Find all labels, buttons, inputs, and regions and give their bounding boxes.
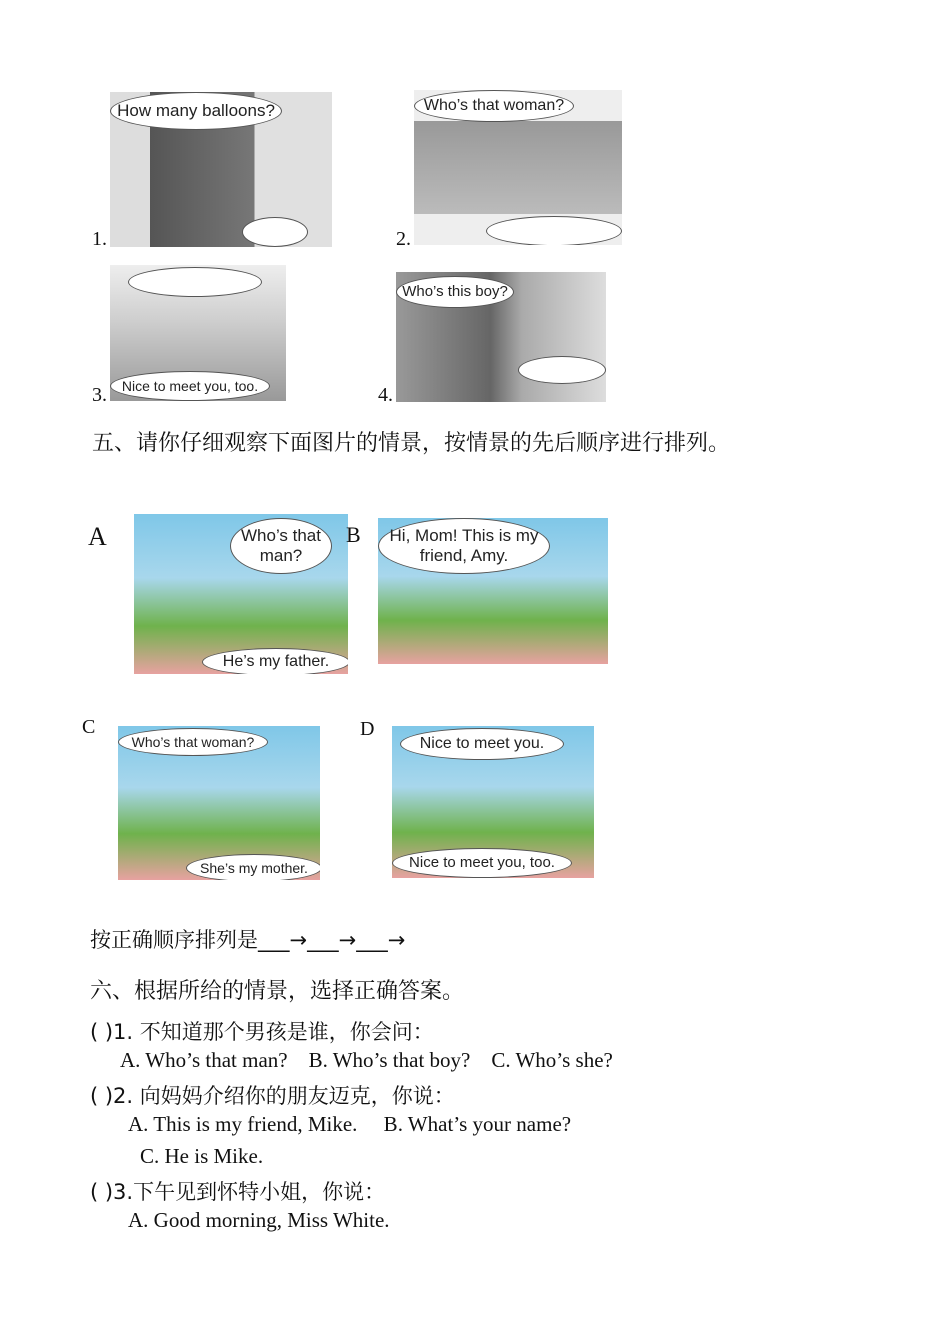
item-number-4: 4. [378, 384, 393, 406]
speech-bubble-top: Who’s that man? [230, 518, 332, 574]
question-3-options: A. Good morning, Miss White. [128, 1208, 390, 1232]
blank-bubble [486, 216, 622, 245]
speech-bubble: Who’s that woman? [414, 90, 574, 122]
blank-bubble [518, 356, 606, 384]
panel-b [378, 518, 608, 664]
question-3-prompt: ( )3.下午见到怀特小姐，你说： [90, 1180, 386, 1204]
item-number-2: 2. [396, 228, 411, 250]
speech-bubble-top: Who’s that woman? [118, 728, 268, 756]
panel-label-d: D [360, 718, 375, 740]
panel-label-b: B [346, 522, 361, 547]
blank-bubble [128, 267, 262, 297]
speech-bubble-bottom: He’s my father. [202, 648, 348, 674]
picture-3 [110, 265, 286, 401]
panel-label-a: A [88, 522, 107, 551]
order-answer-line: 按正确顺序排列是___→___→___→ [90, 928, 406, 952]
section-6-title: 六、根据所给的情景，选择正确答案。 [90, 979, 465, 1004]
question-1-prompt: ( )1. 不知道那个男孩是谁，你会问： [90, 1020, 434, 1044]
panel-label-c: C [82, 716, 96, 738]
item-number-3: 3. [92, 384, 107, 406]
picture-1 [110, 92, 332, 247]
panel-a [134, 514, 348, 674]
section-5-title: 五、请你仔细观察下面图片的情景，按情景的先后顺序进行排列。 [92, 431, 731, 456]
picture-2 [414, 90, 622, 245]
speech-bubble: How many balloons? [110, 92, 282, 130]
panel-d [392, 726, 594, 878]
speech-bubble: Who’s this boy? [396, 276, 514, 308]
speech-bubble-top: Hi, Mom! This is my friend, Amy. [378, 518, 550, 574]
question-1-options: A. Who’s that man? B. Who’s that boy? C. Who’s she? [120, 1048, 613, 1072]
item-number-1: 1. [92, 228, 107, 250]
speech-bubble: Nice to meet you, too. [110, 371, 270, 401]
question-2-options-2: C. He is Mike. [140, 1144, 264, 1168]
question-2-options: A. This is my friend, Mike. B. What’s your name? [128, 1112, 572, 1136]
picture-4 [396, 272, 606, 402]
speech-bubble-bottom: Nice to meet you, too. [392, 848, 572, 878]
blank-bubble [242, 217, 308, 247]
speech-bubble-bottom: She’s my mother. [186, 854, 320, 880]
speech-bubble-top: Nice to meet you. [400, 728, 564, 760]
question-2-prompt: ( )2. 向妈妈介绍你的朋友迈克，你说： [90, 1084, 455, 1108]
panel-c [118, 726, 320, 880]
